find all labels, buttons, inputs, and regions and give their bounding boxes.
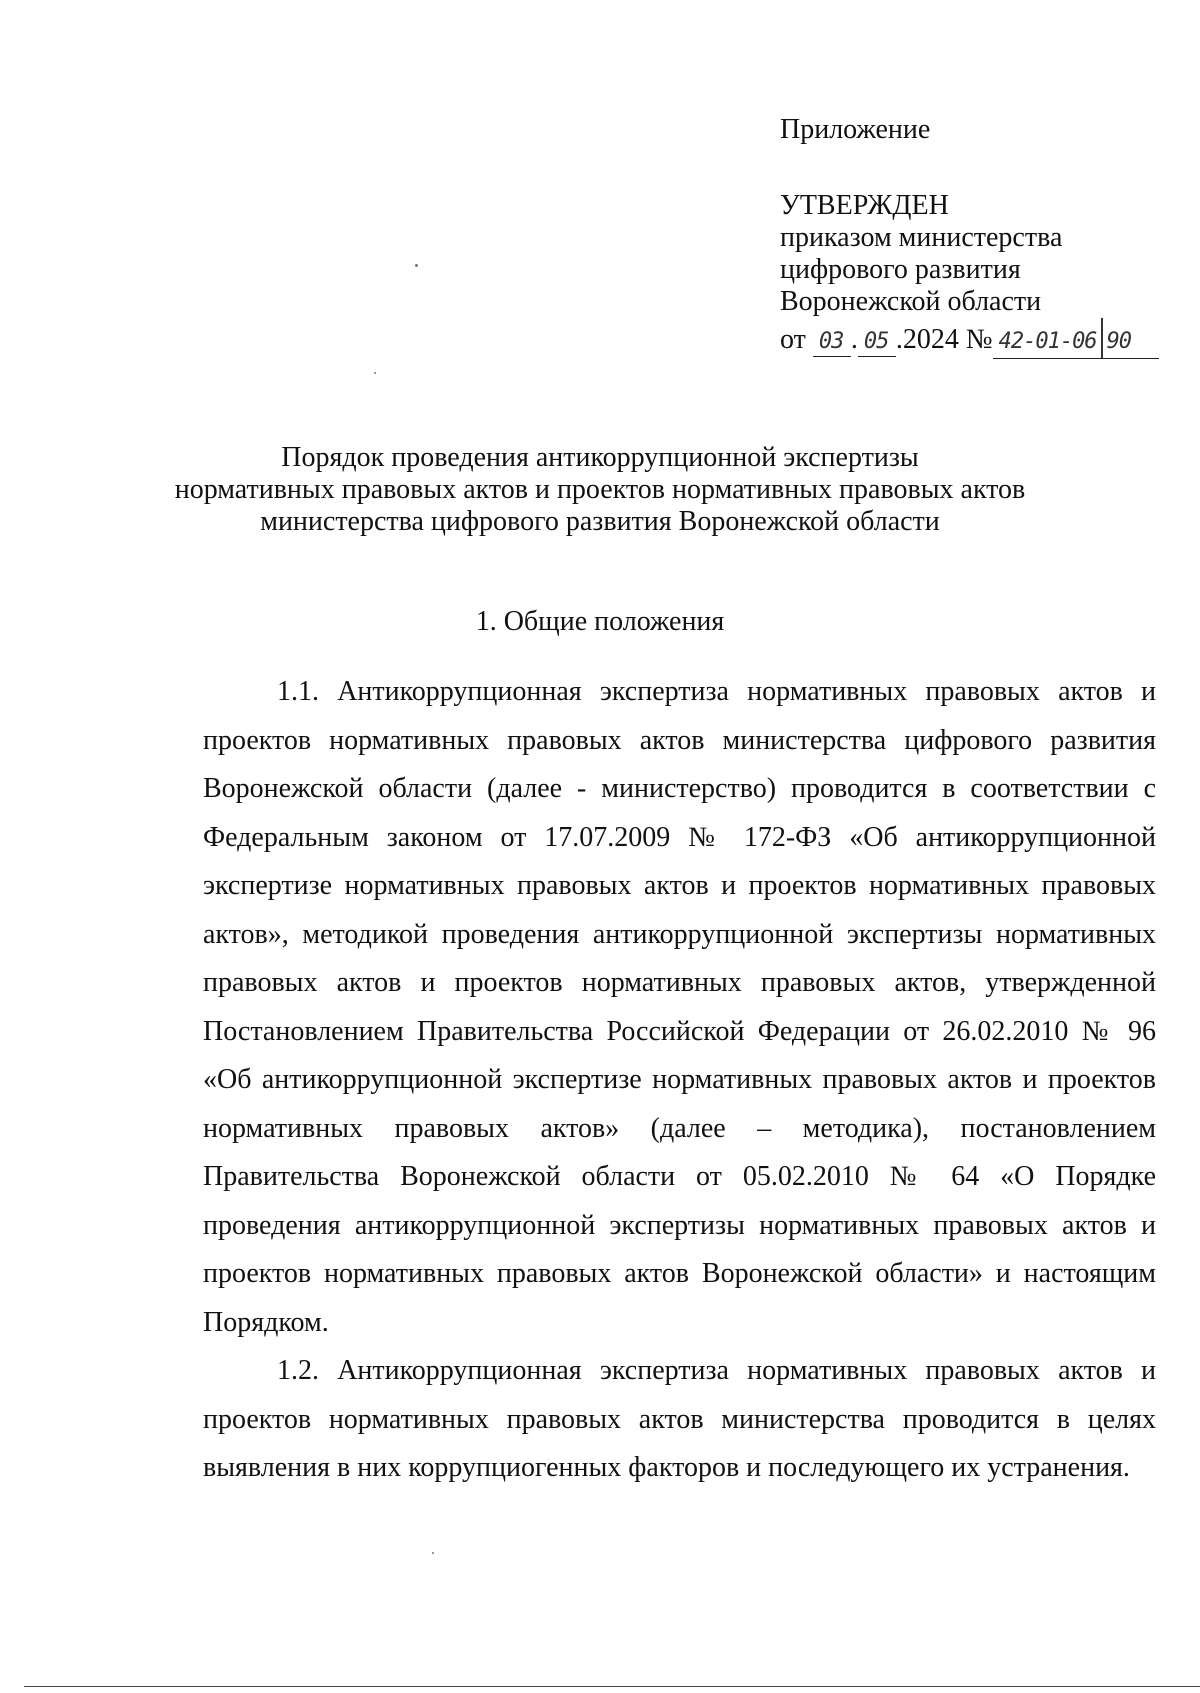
approved-label: УТВЕРЖДЕН	[780, 190, 949, 221]
number-sign: №	[965, 324, 993, 355]
page-bottom-rule	[24, 1686, 1200, 1687]
date-prefix: от	[780, 324, 806, 355]
scan-speck	[415, 264, 418, 267]
title-line: министерства цифрового развития Воронежской области	[260, 506, 940, 537]
date-year: .2024	[895, 324, 959, 355]
title-line: нормативных правовых актов и проектов нормативных правовых актов	[174, 474, 1026, 505]
paragraph-1-2: 1.2. Антикоррупционная экспертиза нормативных правовых актов и проектов нормативных правовых актов министерства проводится в целях выявления в них коррупциогенных факторов и последующего их устранения.	[203, 1355, 1156, 1483]
appendix-label: Приложение	[780, 114, 931, 145]
scan-speck	[374, 372, 376, 374]
section-heading: 1. Общие положения	[475, 606, 725, 637]
number-divider	[1101, 318, 1103, 358]
order-number-suffix: 90	[1106, 329, 1132, 354]
order-number-main: 42-01-06	[998, 329, 1097, 354]
document-title	[100, 442, 1100, 538]
title-line: Порядок проведения антикоррупционной экспертизы	[281, 442, 919, 473]
order-number-handwritten	[993, 318, 1159, 359]
paragraph-1-1: 1.1. Антикоррупционная экспертиза нормативных правовых актов и проектов нормативных правовых актов министерства цифрового развития Воронежской области (далее - министерство) проводится в соответствии с Федеральным законом от 17.07.2009 № 172-ФЗ «Об антикоррупционной экспертизе нормативных правовых актов и проектов нормативных правовых актов», методикой проведения антикоррупционной экспертизы нормативных правовых актов и проектов нормативных правовых актов, утвержденной Постановлением Правительства Российской Федерации от 26.02.2010 № 96 «Об антикоррупционной экспертизе нормативных правовых актов и проектов нормативных правовых актов» (далее – методика), постановлением Правительства Воронежской области от 05.02.2010 № 64 «О Порядке проведения антикоррупционной экспертизы нормативных правовых актов и проектов нормативных правовых актов Воронежской области» и настоящим Порядком.	[203, 676, 1156, 1338]
date-month-handwritten: 05	[858, 328, 896, 357]
approved-line: приказом министерства	[780, 222, 1063, 253]
approved-line: цифрового развития	[780, 254, 1021, 285]
approval-header	[780, 114, 1160, 359]
section-body	[203, 668, 1156, 1493]
date-day-handwritten: 03	[813, 328, 851, 357]
order-date-number	[780, 318, 1160, 359]
scan-speck	[432, 1552, 434, 1554]
date-separator: .	[850, 324, 858, 355]
approved-line: Воронежской области	[780, 286, 1042, 317]
